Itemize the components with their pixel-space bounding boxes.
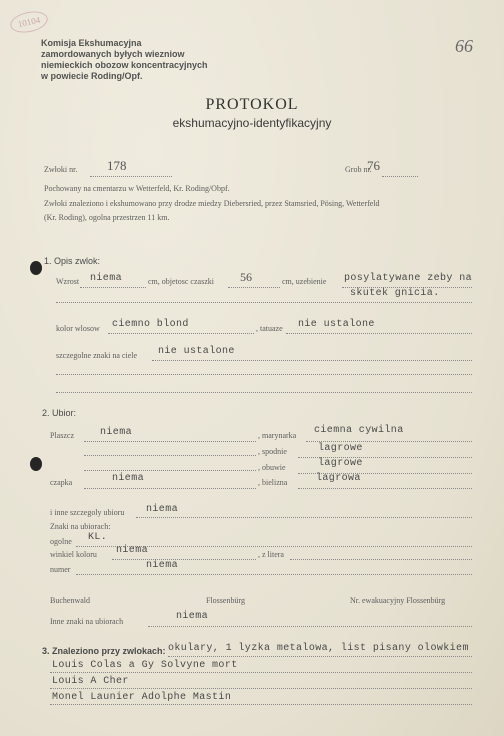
znaki-ubior-label: Znaki na ubiorach: — [50, 522, 111, 531]
section1-heading: 1. Opis zwlok: — [44, 256, 101, 266]
evacuation-number-label: Nr. ewakuacyjny Flossenbürg — [350, 596, 446, 605]
znaki-line-2 — [56, 374, 472, 375]
numer-value: niema — [146, 560, 179, 571]
page-number: 66 — [455, 36, 473, 56]
numer-label: numer — [50, 565, 71, 574]
marynarka-value: ciemna cywilna — [314, 425, 404, 436]
bielizna-line — [298, 488, 472, 489]
found-items-line-3: Louis A Cher — [52, 676, 129, 687]
section2-heading: 2. Ubior: — [42, 408, 77, 418]
inne-znaki-line — [148, 626, 472, 627]
document-subtitle: ekshumacyjno-identyfikacyjny — [172, 116, 332, 130]
marynarka-label: , marynarka — [258, 431, 297, 440]
znaki-line — [152, 360, 472, 361]
spodnie-value: lagrowe — [318, 443, 363, 454]
punch-hole-top — [30, 261, 42, 275]
uzebienie-value-1: posylatywane zeby na — [344, 273, 473, 284]
numer-line — [76, 574, 472, 575]
winkiel-line — [112, 559, 256, 560]
grob-value: 76 — [367, 158, 380, 173]
obuwie-label: , obuwie — [258, 463, 286, 472]
org-line-4: w powiecie Roding/Opf. — [41, 71, 143, 81]
litera-line — [290, 559, 472, 560]
plaszcz-value: niema — [100, 427, 133, 438]
wlosy-line — [108, 333, 254, 334]
wlosy-label: kolor wlosow — [56, 324, 100, 333]
wzrost-line — [80, 287, 146, 288]
spodnie-left-line — [84, 455, 256, 456]
inne-value: niema — [146, 504, 179, 515]
section3-heading: 3. Znaleziono przy zwlokach: — [42, 646, 166, 656]
grob-line — [382, 176, 418, 177]
znaki-line-3 — [56, 392, 472, 393]
winkiel-value: niema — [116, 545, 149, 556]
plaszcz-label: Plaszcz — [50, 431, 74, 440]
inne-znaki-label: Inne znaki na ubiorach — [50, 617, 124, 626]
bielizna-label: , bielizna — [258, 478, 288, 487]
zwloki-line — [90, 176, 172, 177]
spodnie-label: , spodnie — [258, 447, 287, 456]
inne-znaki-value: niema — [176, 611, 209, 622]
bielizna-value: lagrowa — [316, 473, 361, 484]
cm-uzebienie-label: cm, uzebienie — [282, 277, 327, 286]
cm-czaszki-label: cm, objetosc czaszki — [148, 277, 214, 286]
tatuaze-line — [286, 333, 472, 334]
obuwie-value: lagrowe — [318, 458, 363, 469]
obuwie-left-line — [84, 470, 256, 471]
org-line-3: niemieckich obozow koncentracyjnych — [41, 60, 208, 70]
found-line-3 — [50, 688, 472, 689]
plaszcz-line — [84, 441, 256, 442]
found-items-line-2: Louis Colas a Gy Solvyne mort — [52, 660, 238, 671]
zwloki-label: Zwłoki nr. — [44, 165, 78, 174]
found-line-1 — [168, 656, 472, 657]
archive-stamp: 10104 — [8, 8, 49, 35]
found-line-2 — [50, 672, 472, 673]
uzebienie-value-2: skutek gnicia. — [350, 288, 440, 299]
punch-hole-bottom — [30, 457, 42, 471]
tatuaze-label: , tatuaze — [256, 324, 283, 333]
ogolne-value: KL. — [88, 532, 108, 543]
buried-text: Pochowany na cmentarzu w Wetterfeld, Kr. Roding/Obpf. — [44, 184, 230, 193]
zwloki-value: 178 — [107, 158, 127, 173]
found-text-1: Zwłoki znaleziono i ekshumowano przy drodze miedzy Diebersried, przez Stamsried, Pösing, Wetterfeld — [44, 199, 380, 208]
found-items-line-1: okulary, 1 lyzka metalowa, list pisany olowkiem — [168, 643, 469, 654]
marynarka-line — [306, 441, 472, 442]
wzrost-value: niema — [90, 273, 123, 284]
tatuaze-value: nie ustalone — [298, 319, 375, 330]
czapka-label: czapka — [50, 478, 73, 487]
znaki-value: nie ustalone — [158, 346, 235, 357]
document-title: PROTOKOL — [205, 96, 299, 113]
found-items-line-4: Monel Launier Adolphe Mastin — [52, 692, 232, 703]
uzebienie-line-2 — [56, 302, 472, 303]
czapka-line — [84, 488, 256, 489]
org-line-1: Komisja Ekshumacyjna — [41, 38, 142, 48]
wzrost-label: Wzrost — [56, 277, 80, 286]
czapka-value: niema — [112, 473, 145, 484]
camp-buchenwald: Buchenwald — [50, 596, 90, 605]
czaszka-value: 56 — [240, 270, 252, 284]
znaki-label: szczegolne znaki na ciele — [56, 351, 138, 360]
ogolne-label: ogolne — [50, 537, 72, 546]
inne-label: i inne szczegoly ubioru — [50, 508, 125, 517]
wlosy-value: ciemno blond — [112, 319, 189, 330]
found-line-4 — [50, 704, 472, 705]
org-line-2: zamordowanych byłych wiezniow — [41, 49, 185, 59]
camp-flossenburg: Flossenbürg — [206, 596, 245, 605]
inne-line — [136, 517, 472, 518]
winkiel-label: winkiel koloru — [50, 550, 97, 559]
czaszka-line — [228, 287, 280, 288]
litera-label: , z litera — [258, 550, 284, 559]
found-text-2: (Kr. Roding), ogolna przestrzen 11 km. — [44, 213, 170, 222]
grob-label: Grob nr. — [345, 165, 372, 174]
